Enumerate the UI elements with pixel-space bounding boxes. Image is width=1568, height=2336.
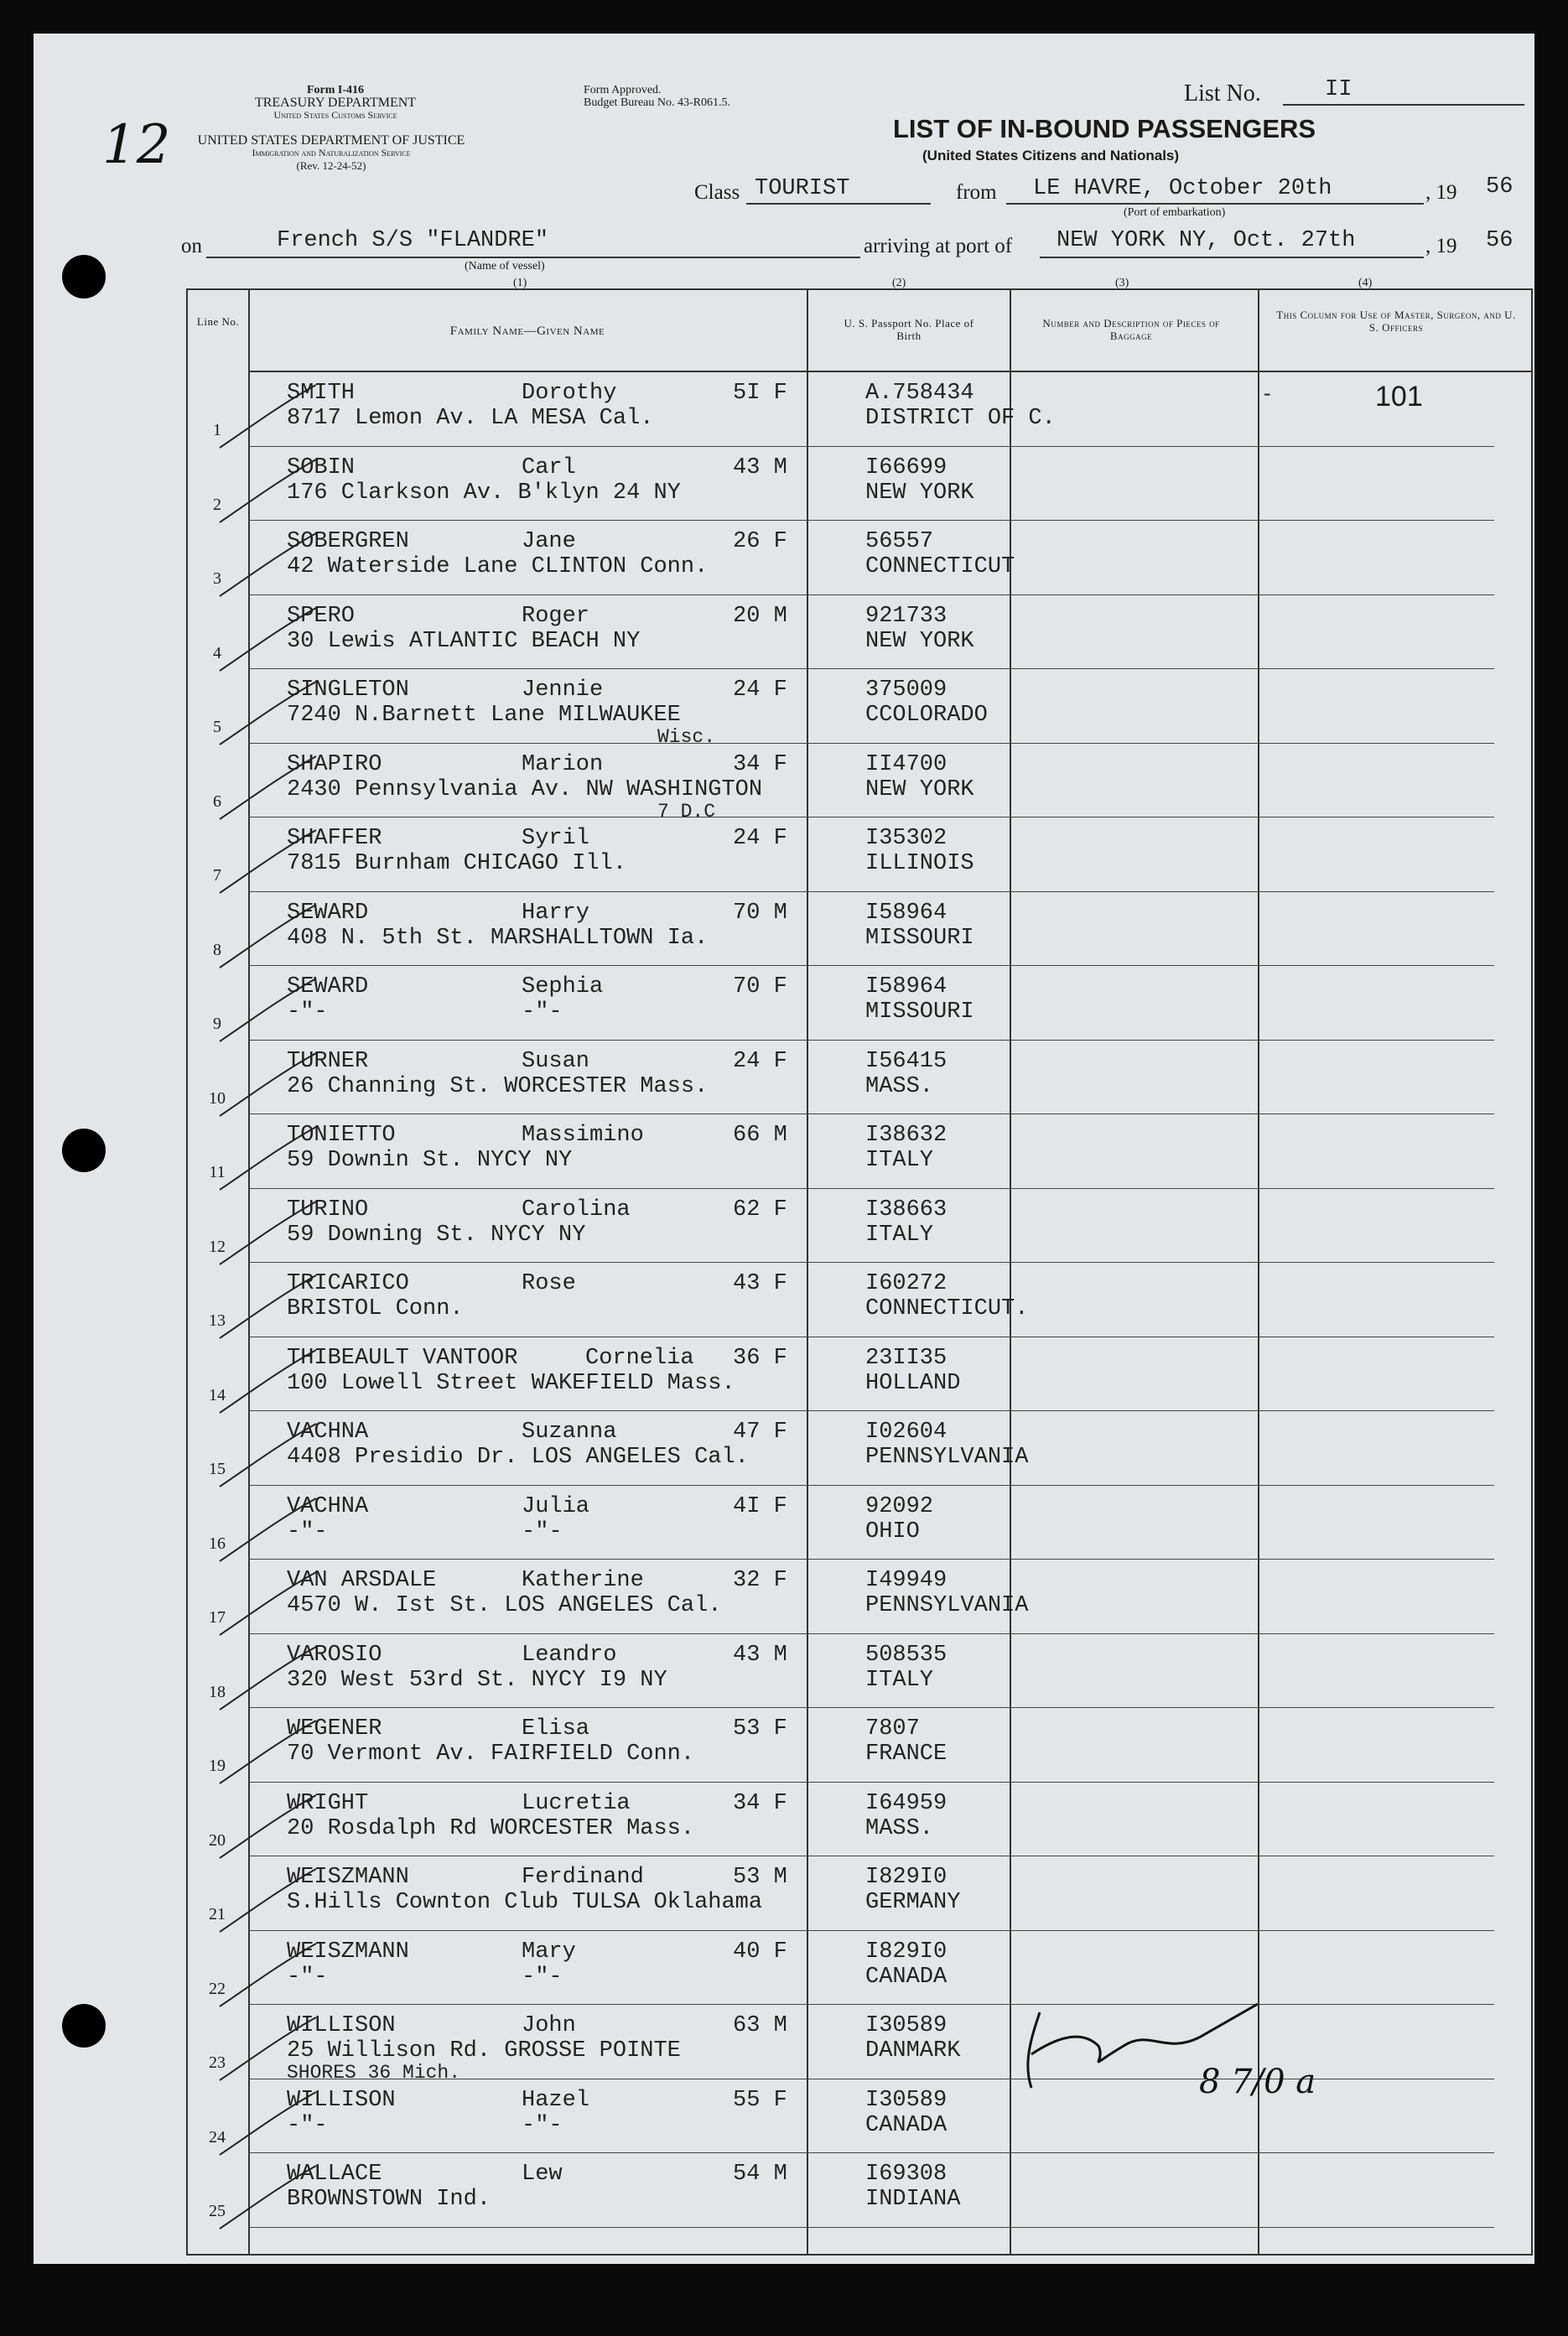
passport-number: I35302 (865, 826, 948, 851)
address: 70 Vermont Av. FAIRFIELD Conn. (287, 1742, 695, 1767)
passenger-table (186, 288, 1533, 2256)
family-name: WEISZMANN (287, 1939, 409, 1965)
family-name: SMITH (287, 381, 356, 406)
from-year-value: 56 (1486, 174, 1513, 200)
age-sex: 62 F (733, 1197, 787, 1223)
from-label: from (956, 181, 997, 204)
passport-number: I30589 (865, 2013, 948, 2038)
place-of-birth: CANADA (865, 2112, 948, 2138)
check-mark (211, 381, 320, 456)
given-name: Lucretia (522, 1790, 631, 1816)
age-sex: 53 F (733, 1716, 787, 1742)
place-of-birth: PENNSYLVANIA (865, 1445, 1029, 1470)
passport-number: 92092 (865, 1493, 934, 1519)
given-name-ditto: -"- (522, 2112, 563, 2138)
vessel-underline (206, 257, 860, 258)
given-name: Roger (522, 603, 590, 629)
line-number: 16 (209, 1534, 226, 1553)
age-sex: 66 M (733, 1123, 787, 1148)
binder-hole-top (62, 255, 106, 298)
dept-treasury-sub: United States Customs Service (273, 109, 397, 121)
table-row (188, 2153, 1494, 2227)
age-sex: 34 F (733, 1790, 787, 1816)
address: 320 West 53rd St. NYCY I9 NY (287, 1667, 667, 1693)
given-name: Elisa (522, 1716, 590, 1742)
address-continued: Wisc. (657, 726, 716, 748)
family-name: VAN ARSDALE (287, 1568, 437, 1593)
arrival-year-value: 56 (1486, 228, 1513, 253)
place-of-birth: OHIO (865, 1518, 920, 1544)
address: 4408 Presidio Dr. LOS ANGELES Cal. (287, 1445, 749, 1470)
line-number: 2 (213, 495, 221, 514)
family-name: WEISZMANN (287, 1865, 409, 1890)
address: 176 Clarkson Av. B'klyn 24 NY (287, 480, 681, 506)
table-row (188, 1708, 1494, 1782)
given-name: Julia (522, 1493, 590, 1519)
age-sex: 70 F (733, 974, 787, 999)
family-name: SPERO (287, 603, 356, 629)
table-row (188, 447, 1494, 521)
check-mark (211, 1791, 320, 1866)
check-mark (211, 1716, 320, 1792)
dept-justice-sub: Immigration and Naturalization Service (252, 147, 411, 158)
table-row (188, 744, 1494, 823)
binder-hole-middle (62, 1129, 106, 1172)
address-continued: SHORES 36 Mich. (287, 2062, 461, 2084)
address: -"- (287, 2112, 328, 2138)
given-name: Cornelia (585, 1345, 694, 1371)
passport-number: A.758434 (865, 381, 974, 406)
address: BRISTOL Conn. (287, 1296, 464, 1321)
line-number: 9 (213, 1015, 221, 1033)
address: S.Hills Cownton Club TULSA Oklahama (287, 1890, 763, 1915)
arriving-label: arriving at port of (864, 235, 1013, 257)
family-name: VACHNA (287, 1420, 369, 1445)
given-name: Ferdinand (522, 1865, 644, 1890)
address: 8717 Lemon Av. LA MESA Cal. (287, 406, 654, 431)
family-name: WEGENER (287, 1716, 382, 1742)
place-of-birth: GERMANY (865, 1890, 961, 1915)
given-name: Susan (522, 1048, 590, 1074)
place-of-birth: DANMARK (865, 2038, 961, 2063)
given-name: Suzanna (522, 1420, 617, 1445)
place-of-birth: NEW YORK (865, 776, 974, 802)
vessel-caption: (Name of vessel) (465, 260, 545, 273)
family-name: WALLACE (287, 2162, 382, 2187)
passport-number: I02604 (865, 1420, 948, 1445)
table-row (188, 595, 1494, 669)
line-number: 6 (213, 792, 221, 811)
table-row (188, 372, 1494, 446)
given-name: Dorothy (522, 381, 617, 406)
place-of-birth: MISSOURI (865, 999, 974, 1025)
given-name: Marion (522, 751, 604, 777)
address: -"- (287, 1964, 328, 1990)
line-number: 7 (213, 866, 221, 885)
check-mark (211, 1049, 320, 1124)
arrival-value: NEW YORK NY, Oct. 27th (1057, 228, 1356, 253)
given-name-ditto: -"- (522, 1518, 563, 1544)
list-no-label: List No. (1184, 80, 1261, 106)
line-number: 22 (209, 1979, 226, 1998)
col-number-3: (3) (1115, 277, 1129, 289)
address: 25 Willison Rd. GROSSE POINTE (287, 2038, 681, 2063)
age-sex: 55 F (733, 2087, 787, 2113)
officer-entry: 101 (1375, 381, 1423, 413)
header-line-no: Line No. (196, 315, 240, 328)
budget-bureau: Budget Bureau No. 43-R061.5. (584, 96, 730, 109)
address: 42 Waterside Lane CLINTON Conn. (287, 554, 709, 579)
age-sex: 32 F (733, 1568, 787, 1593)
passport-number: I829I0 (865, 1939, 948, 1965)
address: 2430 Pennsylvania Av. NW WASHINGTON (287, 776, 763, 802)
address: 26 Channing St. WORCESTER Mass. (287, 1073, 709, 1099)
family-name: VAROSIO (287, 1642, 382, 1668)
place-of-birth: NEW YORK (865, 480, 974, 506)
check-mark (211, 2088, 320, 2163)
place-of-birth: CONNECTICUT. (865, 1296, 1029, 1321)
address: -"- (287, 999, 328, 1025)
family-name: SOBERGREN (287, 529, 409, 554)
address: 20 Rosdalph Rd WORCESTER Mass. (287, 1815, 695, 1841)
passport-number: 23II35 (865, 1345, 948, 1371)
place-of-birth: CCOLORADO (865, 703, 988, 728)
table-row (188, 1634, 1494, 1708)
family-name: WRIGHT (287, 1790, 369, 1816)
document-subtitle: (United States Citizens and Nationals) (922, 148, 1180, 164)
from-year-prefix: , 19 (1425, 181, 1457, 204)
list-no-underline (1283, 104, 1524, 106)
family-name: TURNER (287, 1048, 369, 1074)
age-sex: 26 F (733, 529, 787, 554)
age-sex: 34 F (733, 751, 787, 777)
place-of-birth: MASS. (865, 1073, 934, 1099)
line-number: 25 (209, 2202, 226, 2220)
passport-number: 375009 (865, 677, 948, 703)
address: 30 Lewis ATLANTIC BEACH NY (287, 628, 641, 654)
check-mark (211, 677, 320, 753)
line-number: 15 (209, 1460, 226, 1478)
approval-line: Form Approved. (584, 84, 662, 96)
age-sex: 5I F (733, 381, 787, 406)
place-of-birth: ITALY (865, 1148, 934, 1173)
given-name: Syril (522, 826, 590, 851)
passport-number: 508535 (865, 1642, 948, 1668)
family-name: SOBIN (287, 454, 356, 480)
given-name: Carl (522, 454, 576, 480)
line-number: 14 (209, 1385, 226, 1404)
age-sex: 70 M (733, 900, 787, 926)
arrival-year-prefix: , 19 (1425, 235, 1457, 257)
passport-number: 56557 (865, 529, 934, 554)
address: 7815 Burnham CHICAGO Ill. (287, 851, 627, 876)
address: 7240 N.Barnett Lane MILWAUKEE (287, 703, 681, 728)
address: BROWNSTOWN Ind. (287, 2187, 491, 2212)
passport-number: I38632 (865, 1123, 948, 1148)
given-name: Jennie (522, 677, 604, 703)
table-row (188, 521, 1494, 594)
check-mark (211, 1197, 320, 1273)
age-sex: 4I F (733, 1493, 787, 1519)
check-mark (211, 1420, 320, 1495)
family-name: THIBEAULT VANTOOR (287, 1345, 518, 1371)
line-number: 1 (213, 421, 221, 439)
age-sex: 43 M (733, 1642, 787, 1668)
line-number: 23 (209, 2053, 226, 2072)
address: 408 N. 5th St. MARSHALLTOWN Ia. (287, 925, 709, 951)
margin-mark: 12 (102, 114, 171, 176)
check-mark (211, 1494, 320, 1570)
from-underline (1006, 203, 1424, 205)
passport-number: II4700 (865, 751, 948, 777)
place-of-birth: ITALY (865, 1222, 934, 1248)
family-name: TRICARICO (287, 1271, 409, 1296)
line-number: 18 (209, 1682, 226, 1701)
col-number-2: (2) (892, 277, 906, 289)
line-number: 13 (209, 1311, 226, 1330)
passport-number: I58964 (865, 900, 948, 926)
check-mark (211, 1939, 320, 2015)
age-sex: 24 F (733, 677, 787, 703)
table-row (188, 1263, 1494, 1337)
table-row (188, 1931, 1494, 2005)
check-mark (211, 455, 320, 531)
line-number: 19 (209, 1757, 226, 1775)
place-of-birth: HOLLAND (865, 1370, 961, 1396)
age-sex: 20 M (733, 603, 787, 629)
line-number: 11 (209, 1163, 226, 1181)
given-name: Rose (522, 1271, 576, 1296)
passport-number: 7807 (865, 1716, 920, 1742)
table-row (188, 1783, 1494, 1856)
age-sex: 40 F (733, 1939, 787, 1965)
given-name: Jane (522, 529, 576, 554)
given-name: Hazel (522, 2087, 590, 2113)
age-sex: 36 F (733, 1345, 787, 1371)
row-rule (248, 2227, 1494, 2228)
signature-note: 8 7/0 a (1199, 2063, 1316, 2101)
passport-number: I64959 (865, 1790, 948, 1816)
document-title: LIST OF IN-BOUND PASSENGERS (893, 114, 1316, 143)
given-name: Mary (522, 1939, 576, 1965)
given-name: Sephia (522, 974, 604, 999)
inspector-signature (1031, 2029, 1129, 2074)
family-name: TURINO (287, 1197, 369, 1223)
arrival-underline (1040, 257, 1424, 258)
age-sex: 47 F (733, 1420, 787, 1445)
passport-number: I66699 (865, 454, 948, 480)
from-value: LE HAVRE, October 20th (1033, 176, 1332, 201)
check-mark (211, 1346, 320, 1421)
age-sex: 43 F (733, 1271, 787, 1296)
approval-block (584, 84, 768, 109)
table-row (188, 1114, 1494, 1188)
col-number-1: (1) (513, 277, 527, 289)
given-name: Harry (522, 900, 590, 926)
dept-treasury: TREASURY DEPARTMENT (254, 96, 417, 110)
place-of-birth: PENNSYLVANIA (865, 1593, 1029, 1618)
check-mark (211, 1643, 320, 1718)
given-name: Katherine (522, 1568, 644, 1593)
line-number: 8 (213, 940, 221, 959)
family-name: SHAFFER (287, 826, 382, 851)
line-number: 24 (209, 2127, 226, 2147)
check-mark (211, 1568, 320, 1643)
table-row (188, 818, 1494, 891)
check-mark (211, 1865, 320, 1940)
given-name-ditto: -"- (522, 999, 563, 1025)
vessel-name: French S/S "FLANDRE" (277, 228, 549, 253)
check-mark (211, 604, 320, 679)
family-name: SEWARD (287, 974, 369, 999)
family-name: SHAPIRO (287, 751, 382, 777)
place-of-birth: CONNECTICUT (865, 554, 1015, 579)
passport-number: I69308 (865, 2162, 948, 2187)
table-row (188, 1856, 1494, 1930)
list-no-value: II (1325, 77, 1353, 102)
passport-number: I30589 (865, 2087, 948, 2113)
table-row (188, 669, 1494, 748)
line-number: 17 (209, 1608, 226, 1627)
header-baggage: Number and Description of Pieces of Baggage (1042, 317, 1220, 342)
passport-number: I829I0 (865, 1865, 948, 1890)
check-mark (211, 2162, 320, 2237)
check-mark (211, 1271, 320, 1347)
place-of-birth: FRANCE (865, 1742, 948, 1767)
table-row (188, 966, 1494, 1040)
line-number: 20 (209, 1830, 226, 1850)
given-name-ditto: -"- (522, 1964, 563, 1990)
line-number: 4 (213, 643, 221, 662)
given-name: Lew (522, 2162, 563, 2187)
table-row (188, 1486, 1494, 1560)
header-name: Family Name—Given Name (449, 324, 605, 338)
place-of-birth: MASS. (865, 1815, 934, 1841)
table-row (188, 1337, 1494, 1411)
line-number: 21 (209, 1905, 226, 1923)
table-row (188, 1560, 1494, 1633)
age-sex: 63 M (733, 2013, 787, 2038)
place-of-birth: ILLINOIS (865, 851, 974, 876)
form-info-justice (184, 134, 478, 172)
check-mark (211, 752, 320, 828)
table-row (188, 1411, 1494, 1485)
line-number: 12 (209, 1237, 226, 1256)
passport-number: 921733 (865, 603, 948, 629)
manifest-page (34, 34, 1534, 2264)
table-row (188, 1041, 1494, 1114)
check-mark (211, 826, 320, 901)
officer-mark: - (1261, 384, 1274, 407)
class-underline (746, 203, 931, 205)
address: 59 Downin St. NYCY NY (287, 1148, 573, 1173)
given-name: John (522, 2013, 576, 2038)
place-of-birth: CANADA (865, 1964, 948, 1990)
family-name: SEWARD (287, 900, 369, 926)
header-passport: U. S. Passport No. Place of Birth (844, 317, 974, 342)
table-row (188, 1189, 1494, 1263)
place-of-birth: DISTRICT OF C. (865, 406, 1056, 431)
address: 59 Downing St. NYCY NY (287, 1222, 586, 1248)
port-caption: (Port of embarkation) (1124, 206, 1226, 219)
age-sex: 43 M (733, 454, 787, 480)
age-sex: 54 M (733, 2162, 787, 2187)
class-label: Class (694, 181, 740, 204)
passport-number: I38663 (865, 1197, 948, 1223)
class-value: TOURIST (755, 176, 850, 201)
form-info (193, 84, 478, 122)
address: 4570 W. Ist St. LOS ANGELES Cal. (287, 1593, 722, 1618)
family-name: VACHNA (287, 1493, 369, 1519)
check-mark (211, 529, 320, 605)
address: -"- (287, 1518, 328, 1544)
form-revision: (Rev. 12-24-52) (296, 159, 366, 172)
given-name: Leandro (522, 1642, 617, 1668)
given-name: Carolina (522, 1197, 631, 1223)
family-name: WILLISON (287, 2087, 396, 2113)
age-sex: 24 F (733, 1048, 787, 1074)
check-mark (211, 901, 320, 976)
binder-hole-bottom (62, 2004, 106, 2048)
line-number: 10 (209, 1088, 226, 1108)
header-officers: This Column for Use of Master, Surgeon, and U. S. Officers (1276, 309, 1516, 334)
family-name: TONIETTO (287, 1123, 396, 1148)
passport-number: I49949 (865, 1568, 948, 1593)
family-name: WILLISON (287, 2013, 396, 2038)
check-mark (211, 974, 320, 1050)
col-number-4: (4) (1358, 277, 1373, 289)
address: 100 Lowell Street WAKEFIELD Mass. (287, 1370, 735, 1396)
passport-number: I58964 (865, 974, 948, 999)
given-name: Massimino (522, 1123, 644, 1148)
dept-justice: UNITED STATES DEPARTMENT OF JUSTICE (197, 133, 465, 148)
line-number: 5 (213, 718, 221, 736)
family-name: SINGLETON (287, 677, 409, 703)
place-of-birth: INDIANA (865, 2187, 961, 2212)
age-sex: 24 F (733, 826, 787, 851)
place-of-birth: NEW YORK (865, 628, 974, 654)
passport-number: I60272 (865, 1271, 948, 1296)
age-sex: 53 M (733, 1865, 787, 1890)
place-of-birth: MISSOURI (865, 925, 974, 951)
check-mark (211, 2013, 320, 2089)
line-number: 3 (213, 569, 221, 588)
place-of-birth: ITALY (865, 1667, 934, 1693)
on-label: on (181, 235, 202, 257)
passport-number: I56415 (865, 1048, 948, 1074)
form-number: Form I-416 (306, 84, 365, 96)
address-continued: 7 D.C (657, 800, 716, 823)
check-mark (211, 1123, 320, 1198)
table-row (188, 892, 1494, 966)
